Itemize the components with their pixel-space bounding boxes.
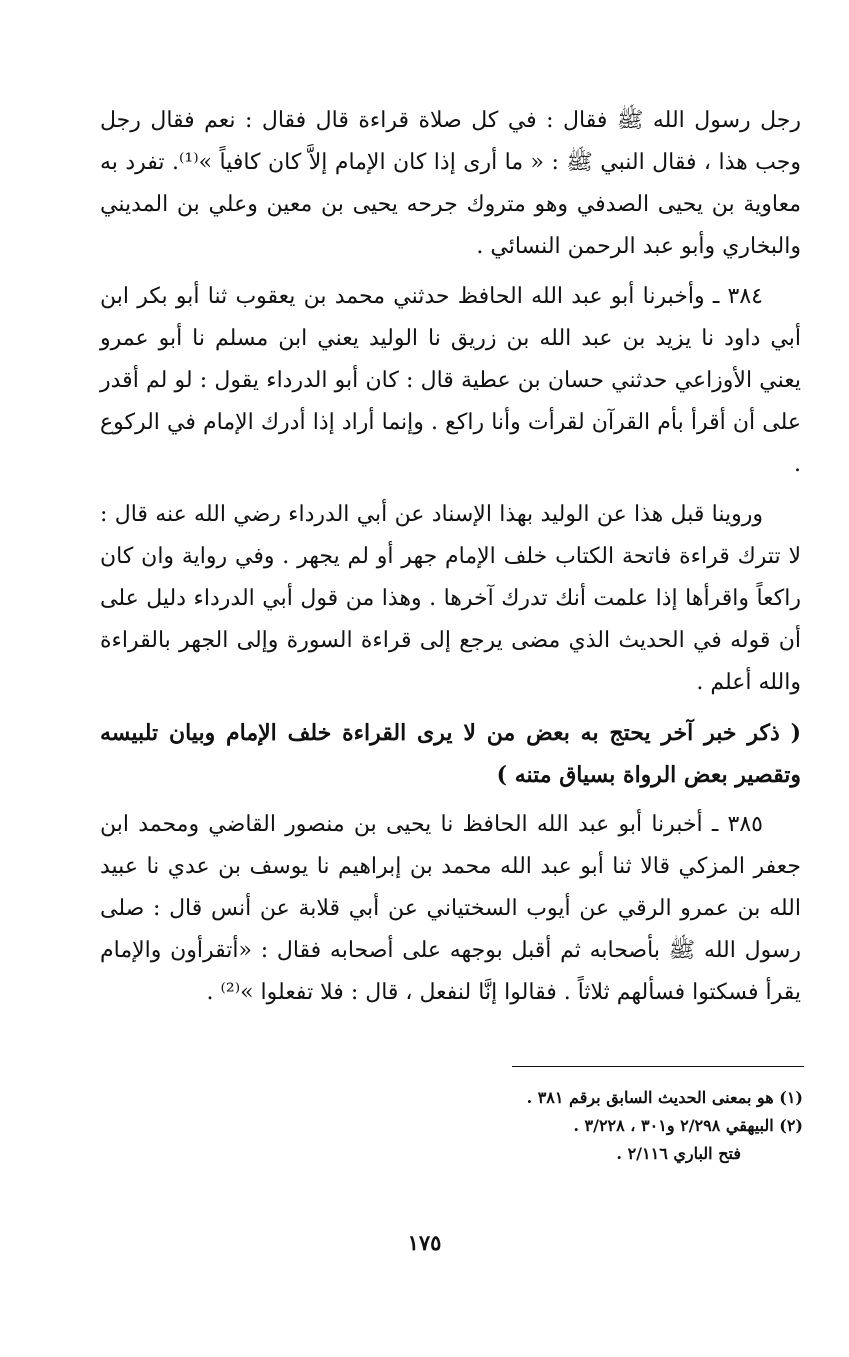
footnotes [100,1084,803,1168]
page-number: ١٧٥ [407,1230,442,1255]
footnote-2: (٢) البيهقي ٢/٢٩٨ و٣٠١ ، ٣/٢٢٨ . [573,1116,803,1135]
section-heading: ( ذكر خبر آخر يحتج به بعض من لا يرى القراءة خلف الإمام وبيان تلبيسه وتقصير بعض الرواة بسياق متنه ) [100,720,801,788]
paragraph-hadith-385: ٣٨٥ ـ أخبرنا أبو عبد الله الحافظ نا يحيى بن منصور القاضي ومحمد ابن جعفر المزكي قالا ثنا أبو عبد الله محمد بن إبراهيم نا يوسف بن عدي نا عبيد الله بن عمرو الرقي عن أيوب السختياني عن أبي قلابة عن أنس قال : صلى رسول الله ﷺ بأصحابه ثم أقبل بوجهه على أصحابه فقال : «أتقرأون والإمام يقرأ فسكتوا فسألهم ثلاثاً . فقالوا إنَّا لنفعل ، قال : فلا تفعلوا »⁽²⁾ . [100,812,801,1005]
paragraph-continuation: رجل رسول الله ﷺ فقال : في كل صلاة قراءة قال فقال : نعم فقال رجل وجب هذا ، فقال النبي ﷺ : « ما أرى إذا كان الإمام إلاَّ كان كافياً »⁽¹⁾. تفرد به معاوية بن يحيى الصدفي وهو متروك جرحه يحيى بن معين وعلي بن المديني والبخاري وأبو عبد الرحمن النسائي . [100,108,801,259]
footnote-1: (١) هو بمعنى الحديث السابق برقم ٣٨١ . [526,1088,803,1107]
footnote-divider [512,1066,804,1067]
paragraph-commentary: وروينا قبل هذا عن الوليد بهذا الإسناد عن أبي الدرداء رضي الله عنه قال : لا تترك قراءة فاتحة الكتاب خلف الإمام جهر أو لم يجهر . وفي رواية وان كان راكعاً واقرأها إذا علمت أنك تدرك آخرها . وهذا من قول أبي الدرداء دليل على أن قوله في الحديث الذي مضى يرجع إلى قراءة السورة وإلى الجهر بالقراءة والله أعلم . [100,502,801,695]
footnote-2-continued: فتح الباري ٢/١١٦ . [616,1144,741,1163]
paragraph-hadith-384: ٣٨٤ ـ وأخبرنا أبو عبد الله الحافظ حدثني محمد بن يعقوب ثنا أبو بكر ابن أبي داود نا يزيد بن عبد الله بن زريق نا الوليد يعني ابن مسلم نا أبو عمرو يعني الأوزاعي حدثني حسان بن عطية قال : كان أبو الدرداء يقول : لو لم أقدر على أن أقرأ بأم القرآن لقرأت وأنا راكع . وإنما أراد إذا أدرك الإمام في الركوع . [100,284,801,477]
main-text [100,100,801,1022]
